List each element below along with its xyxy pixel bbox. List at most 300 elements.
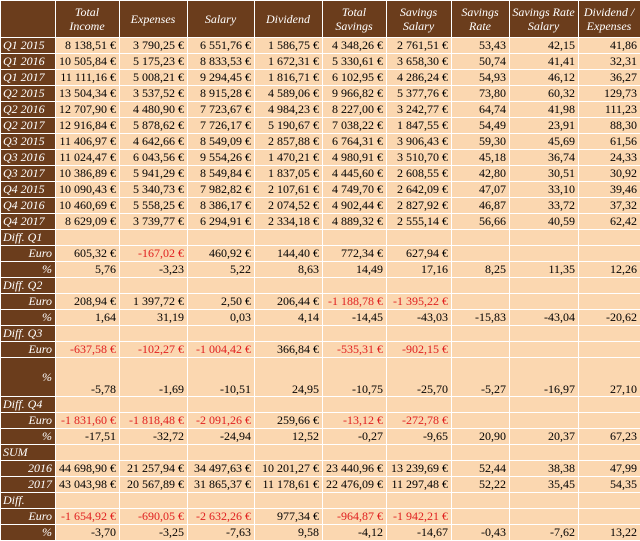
- table-cell: -9,65: [387, 429, 452, 445]
- table-cell: 88,30: [579, 118, 640, 134]
- empty-cell: [452, 230, 510, 246]
- table-cell: 37,32: [579, 198, 640, 214]
- table-cell: 7 723,67 €: [188, 102, 255, 118]
- row-label: %: [1, 310, 56, 326]
- table-cell: 42,80: [452, 166, 510, 182]
- table-row: [1, 38, 640, 54]
- table-cell: 8,25: [452, 262, 510, 278]
- table-cell: 11 024,47 €: [56, 150, 120, 166]
- table-cell: 5 558,25 €: [120, 198, 188, 214]
- table-cell: [452, 413, 510, 429]
- table-cell: 11,35: [510, 262, 579, 278]
- section-title: Diff. Q4: [1, 397, 56, 413]
- table-cell: 24,95: [255, 358, 323, 397]
- table-cell: 8 138,51 €: [56, 38, 120, 54]
- table-cell: 5 008,21 €: [120, 70, 188, 86]
- table-cell: 2 608,55 €: [387, 166, 452, 182]
- table-cell: 3 739,77 €: [120, 214, 188, 230]
- table-cell: -25,70: [387, 358, 452, 397]
- table-cell: 10 201,27 €: [255, 461, 323, 477]
- col-header-savings-salary: Savings Salary: [387, 1, 452, 38]
- table-cell: 36,27: [579, 70, 640, 86]
- table-cell: 8 549,09 €: [188, 134, 255, 150]
- row-label: Euro: [1, 509, 56, 525]
- table-cell: 30,51: [510, 166, 579, 182]
- diff-row: [1, 525, 640, 541]
- table-cell: -7,63: [188, 525, 255, 541]
- empty-cell: [188, 230, 255, 246]
- table-cell: -14,45: [323, 310, 387, 326]
- table-cell: 20,90: [452, 429, 510, 445]
- table-cell: 50,74: [452, 54, 510, 70]
- table-cell: 5,22: [188, 262, 255, 278]
- table-cell: 40,59: [510, 214, 579, 230]
- table-cell: 24,33: [579, 150, 640, 166]
- empty-cell: [56, 397, 120, 413]
- row-label: Q4 2015: [1, 182, 56, 198]
- empty-cell: [188, 326, 255, 342]
- table-cell: -2 091,26 €: [188, 413, 255, 429]
- diff-row: [1, 310, 640, 326]
- table-cell: 3 658,30 €: [387, 54, 452, 70]
- table-cell: 3 510,70 €: [387, 150, 452, 166]
- table-cell: 4 749,70 €: [323, 182, 387, 198]
- table-cell: 11 406,97 €: [56, 134, 120, 150]
- table-cell: 460,92 €: [188, 246, 255, 262]
- table-cell: 41,98: [510, 102, 579, 118]
- empty-cell: [56, 230, 120, 246]
- table-row: [1, 150, 640, 166]
- empty-cell: [56, 278, 120, 294]
- table-cell: 2 555,14 €: [387, 214, 452, 230]
- row-label: Euro: [1, 413, 56, 429]
- table-cell: 30,92: [579, 166, 640, 182]
- table-cell: 35,45: [510, 477, 579, 493]
- table-cell: 129,73: [579, 86, 640, 102]
- table-row: [1, 134, 640, 150]
- table-row: [1, 182, 640, 198]
- table-cell: 1 397,72 €: [120, 294, 188, 310]
- table-cell: 2 761,51 €: [387, 38, 452, 54]
- empty-cell: [579, 493, 640, 509]
- table-cell: 11 178,61 €: [255, 477, 323, 493]
- diff-row: [1, 429, 640, 445]
- table-cell: 6 764,31 €: [323, 134, 387, 150]
- table-cell: 5 330,61 €: [323, 54, 387, 70]
- table-cell: 5 941,29 €: [120, 166, 188, 182]
- table-cell: 33,72: [510, 198, 579, 214]
- table-cell: 7 726,17 €: [188, 118, 255, 134]
- table-cell: -0,43: [452, 525, 510, 541]
- row-label: %: [1, 262, 56, 278]
- table-cell: 3 242,77 €: [387, 102, 452, 118]
- section-row: [1, 230, 640, 246]
- table-cell: 772,34 €: [323, 246, 387, 262]
- section-title: Diff.: [1, 493, 56, 509]
- table-cell: 8 549,84 €: [188, 166, 255, 182]
- empty-cell: [387, 326, 452, 342]
- table-cell: 10 505,84 €: [56, 54, 120, 70]
- table-cell: 8 386,17 €: [188, 198, 255, 214]
- table-cell: 3 906,43 €: [387, 134, 452, 150]
- table-cell: 4 589,06 €: [255, 86, 323, 102]
- table-cell: 4,14: [255, 310, 323, 326]
- table-cell: 6 551,76 €: [188, 38, 255, 54]
- table-cell: 52,44: [452, 461, 510, 477]
- table-cell: 9 966,82 €: [323, 86, 387, 102]
- row-label: Q2 2015: [1, 86, 56, 102]
- section-title: Diff. Q2: [1, 278, 56, 294]
- table-cell: -1 942,21 €: [387, 509, 452, 525]
- table-cell: -43,04: [510, 310, 579, 326]
- table-cell: 5,76: [56, 262, 120, 278]
- empty-cell: [255, 493, 323, 509]
- table-cell: 7 982,82 €: [188, 182, 255, 198]
- row-label: Q1 2016: [1, 54, 56, 70]
- table-cell: -964,87 €: [323, 509, 387, 525]
- col-header-total-income: Total Income: [56, 1, 120, 38]
- table-cell: 62,42: [579, 214, 640, 230]
- empty-cell: [510, 493, 579, 509]
- table-cell: 3 537,52 €: [120, 86, 188, 102]
- row-label: Q1 2015: [1, 38, 56, 54]
- empty-cell: [56, 493, 120, 509]
- table-cell: 9,58: [255, 525, 323, 541]
- empty-cell: [323, 397, 387, 413]
- empty-cell: [579, 445, 640, 461]
- table-cell: 4 642,66 €: [120, 134, 188, 150]
- table-cell: 6 043,56 €: [120, 150, 188, 166]
- row-label: 2017: [1, 477, 56, 493]
- diff-row: [1, 246, 640, 262]
- table-cell: 23 440,96 €: [323, 461, 387, 477]
- table-cell: 59,30: [452, 134, 510, 150]
- row-label: Q3 2017: [1, 166, 56, 182]
- empty-cell: [120, 445, 188, 461]
- table-cell: 2 334,18 €: [255, 214, 323, 230]
- table-cell: 31,19: [120, 310, 188, 326]
- row-label: Euro: [1, 294, 56, 310]
- table-cell: [579, 294, 640, 310]
- table-cell: [452, 509, 510, 525]
- empty-cell: [323, 278, 387, 294]
- empty-cell: [323, 326, 387, 342]
- empty-cell: [387, 445, 452, 461]
- table-cell: 1 837,05 €: [255, 166, 323, 182]
- table-cell: 9 554,26 €: [188, 150, 255, 166]
- table-cell: 39,46: [579, 182, 640, 198]
- table-cell: 10 090,43 €: [56, 182, 120, 198]
- table-cell: -3,25: [120, 525, 188, 541]
- table-cell: 33,10: [510, 182, 579, 198]
- table-cell: 5 340,73 €: [120, 182, 188, 198]
- col-header-expenses: Expenses: [120, 1, 188, 38]
- empty-cell: [510, 326, 579, 342]
- table-cell: [510, 509, 579, 525]
- table-cell: 52,22: [452, 477, 510, 493]
- empty-cell: [452, 445, 510, 461]
- col-header-salary: Salary: [188, 1, 255, 38]
- table-cell: [579, 342, 640, 358]
- empty-cell: [452, 278, 510, 294]
- empty-cell: [255, 397, 323, 413]
- table-cell: 2 642,09 €: [387, 182, 452, 198]
- table-cell: [452, 246, 510, 262]
- table-cell: -690,05 €: [120, 509, 188, 525]
- empty-cell: [255, 230, 323, 246]
- section-row: [1, 278, 640, 294]
- table-cell: 47,99: [579, 461, 640, 477]
- table-cell: 1 586,75 €: [255, 38, 323, 54]
- table-cell: -0,27: [323, 429, 387, 445]
- table-row: [1, 198, 640, 214]
- table-cell: 4 348,26 €: [323, 38, 387, 54]
- table-cell: 41,86: [579, 38, 640, 54]
- table-cell: 2 107,61 €: [255, 182, 323, 198]
- table-cell: [452, 342, 510, 358]
- empty-cell: [387, 397, 452, 413]
- section-title: SUM: [1, 445, 56, 461]
- table-cell: [510, 342, 579, 358]
- table-cell: 36,74: [510, 150, 579, 166]
- table-cell: 41,41: [510, 54, 579, 70]
- empty-cell: [188, 397, 255, 413]
- diff-row: [1, 294, 640, 310]
- table-cell: -167,02 €: [120, 246, 188, 262]
- table-cell: [579, 509, 640, 525]
- table-cell: 8,63: [255, 262, 323, 278]
- table-cell: -20,62: [579, 310, 640, 326]
- table-cell: [579, 246, 640, 262]
- table-cell: 208,94 €: [56, 294, 120, 310]
- table-cell: 38,38: [510, 461, 579, 477]
- empty-cell: [510, 230, 579, 246]
- table-cell: 13 239,69 €: [387, 461, 452, 477]
- empty-cell: [579, 397, 640, 413]
- table-row: [1, 118, 640, 134]
- table-cell: [510, 246, 579, 262]
- section-row: [1, 326, 640, 342]
- col-header-savings-rate-salary: Savings Rate Salary: [510, 1, 579, 38]
- table-row: [1, 166, 640, 182]
- row-label: %: [1, 429, 56, 445]
- row-label: Q3 2016: [1, 150, 56, 166]
- empty-cell: [120, 326, 188, 342]
- table-cell: 5 175,23 €: [120, 54, 188, 70]
- empty-cell: [452, 397, 510, 413]
- table-cell: 45,18: [452, 150, 510, 166]
- table-cell: 31 865,37 €: [188, 477, 255, 493]
- empty-cell: [255, 326, 323, 342]
- table-cell: 20,37: [510, 429, 579, 445]
- section-row: [1, 493, 640, 509]
- table-cell: 64,74: [452, 102, 510, 118]
- table-cell: 9 294,45 €: [188, 70, 255, 86]
- table-cell: -1 188,78 €: [323, 294, 387, 310]
- table-cell: 46,12: [510, 70, 579, 86]
- row-label: Euro: [1, 246, 56, 262]
- table-cell: 60,32: [510, 86, 579, 102]
- table-cell: 1 847,55 €: [387, 118, 452, 134]
- table-cell: -43,03: [387, 310, 452, 326]
- table-cell: 54,35: [579, 477, 640, 493]
- table-cell: -17,51: [56, 429, 120, 445]
- row-label: Q4 2016: [1, 198, 56, 214]
- table-row: [1, 102, 640, 118]
- table-cell: 4 889,32 €: [323, 214, 387, 230]
- diff-row: [1, 413, 640, 429]
- table-cell: 13,22: [579, 525, 640, 541]
- table-cell: -3,70: [56, 525, 120, 541]
- table-cell: 6 102,95 €: [323, 70, 387, 86]
- table-cell: 4 480,90 €: [120, 102, 188, 118]
- table-cell: -16,97: [510, 358, 579, 397]
- table-cell: 0,03: [188, 310, 255, 326]
- table-cell: -32,72: [120, 429, 188, 445]
- table-cell: [510, 294, 579, 310]
- empty-cell: [120, 278, 188, 294]
- empty-cell: [188, 493, 255, 509]
- table-cell: 44 698,90 €: [56, 461, 120, 477]
- table-body: [1, 38, 640, 541]
- col-header-dividend: Dividend: [255, 1, 323, 38]
- empty-cell: [387, 278, 452, 294]
- col-header-total-savings: Total Savings: [323, 1, 387, 38]
- diff-row: [1, 358, 640, 397]
- table-cell: -10,51: [188, 358, 255, 397]
- empty-cell: [510, 278, 579, 294]
- section-title: Diff. Q1: [1, 230, 56, 246]
- row-label: 2016: [1, 461, 56, 477]
- table-cell: 53,43: [452, 38, 510, 54]
- table-cell: 10 460,69 €: [56, 198, 120, 214]
- table-cell: -535,31 €: [323, 342, 387, 358]
- table-cell: 73,80: [452, 86, 510, 102]
- empty-cell: [255, 445, 323, 461]
- empty-cell: [452, 493, 510, 509]
- table-cell: -1 654,92 €: [56, 509, 120, 525]
- table-cell: [452, 294, 510, 310]
- table-cell: 366,84 €: [255, 342, 323, 358]
- row-label: Q3 2015: [1, 134, 56, 150]
- header-row: [1, 1, 640, 38]
- section-row: [1, 445, 640, 461]
- table-cell: 2 857,88 €: [255, 134, 323, 150]
- diff-row: [1, 262, 640, 278]
- table-cell: -15,83: [452, 310, 510, 326]
- empty-cell: [188, 445, 255, 461]
- empty-cell: [387, 230, 452, 246]
- table-cell: 54,49: [452, 118, 510, 134]
- empty-cell: [323, 445, 387, 461]
- table-cell: 34 497,63 €: [188, 461, 255, 477]
- table-cell: 14,49: [323, 262, 387, 278]
- row-label: %: [1, 358, 56, 397]
- table-cell: 5 190,67 €: [255, 118, 323, 134]
- row-label: Euro: [1, 342, 56, 358]
- table-cell: 8 915,28 €: [188, 86, 255, 102]
- table-cell: 4 902,44 €: [323, 198, 387, 214]
- table-cell: 259,66 €: [255, 413, 323, 429]
- table-cell: -14,67: [387, 525, 452, 541]
- table-cell: 5 878,62 €: [120, 118, 188, 134]
- table-cell: -1 004,42 €: [188, 342, 255, 358]
- empty-cell: [579, 326, 640, 342]
- table-cell: -4,12: [323, 525, 387, 541]
- table-cell: 11 297,48 €: [387, 477, 452, 493]
- table-cell: 605,32 €: [56, 246, 120, 262]
- table-cell: -1 395,22 €: [387, 294, 452, 310]
- table-cell: 111,23: [579, 102, 640, 118]
- table-cell: -5,27: [452, 358, 510, 397]
- table-cell: -272,78 €: [387, 413, 452, 429]
- table-cell: -102,27 €: [120, 342, 188, 358]
- table-cell: -1,69: [120, 358, 188, 397]
- diff-row: [1, 342, 640, 358]
- table-cell: 27,10: [579, 358, 640, 397]
- empty-cell: [255, 278, 323, 294]
- table-cell: -10,75: [323, 358, 387, 397]
- empty-cell: [387, 493, 452, 509]
- table-cell: 5 377,76 €: [387, 86, 452, 102]
- table-cell: 43 043,98 €: [56, 477, 120, 493]
- row-label: Q2 2016: [1, 102, 56, 118]
- table-cell: 8 833,53 €: [188, 54, 255, 70]
- table-cell: 54,93: [452, 70, 510, 86]
- section-title: Diff. Q3: [1, 326, 56, 342]
- empty-cell: [120, 493, 188, 509]
- col-header-dividend-expenses: Dividend / Expenses: [579, 1, 640, 38]
- table-cell: 7 038,22 €: [323, 118, 387, 134]
- table-cell: 47,07: [452, 182, 510, 198]
- sum-row: [1, 461, 640, 477]
- table-cell: 8 629,09 €: [56, 214, 120, 230]
- empty-cell: [120, 230, 188, 246]
- table-cell: 1,64: [56, 310, 120, 326]
- table-cell: 977,34 €: [255, 509, 323, 525]
- table-cell: -1 818,48 €: [120, 413, 188, 429]
- table-cell: 12 916,84 €: [56, 118, 120, 134]
- table-cell: 12,52: [255, 429, 323, 445]
- table-cell: 4 445,60 €: [323, 166, 387, 182]
- table-cell: 206,44 €: [255, 294, 323, 310]
- table-cell: 20 567,89 €: [120, 477, 188, 493]
- table-cell: -2 632,26 €: [188, 509, 255, 525]
- empty-cell: [120, 397, 188, 413]
- empty-cell: [56, 445, 120, 461]
- corner-cell: [1, 1, 56, 38]
- empty-cell: [579, 278, 640, 294]
- empty-cell: [188, 278, 255, 294]
- row-label: Q2 2017: [1, 118, 56, 134]
- table-cell: 627,94 €: [387, 246, 452, 262]
- empty-cell: [579, 230, 640, 246]
- row-label: Q1 2017: [1, 70, 56, 86]
- table-cell: 4 286,24 €: [387, 70, 452, 86]
- col-header-savings-rate: Savings Rate: [452, 1, 510, 38]
- table-row: [1, 214, 640, 230]
- table-cell: 21 257,94 €: [120, 461, 188, 477]
- section-row: [1, 397, 640, 413]
- table-cell: [579, 413, 640, 429]
- row-label: %: [1, 525, 56, 541]
- table-cell: 1 816,71 €: [255, 70, 323, 86]
- table-cell: 6 294,91 €: [188, 214, 255, 230]
- table-cell: 10 386,89 €: [56, 166, 120, 182]
- table-cell: 4 984,23 €: [255, 102, 323, 118]
- table-row: [1, 86, 640, 102]
- table-cell: 56,66: [452, 214, 510, 230]
